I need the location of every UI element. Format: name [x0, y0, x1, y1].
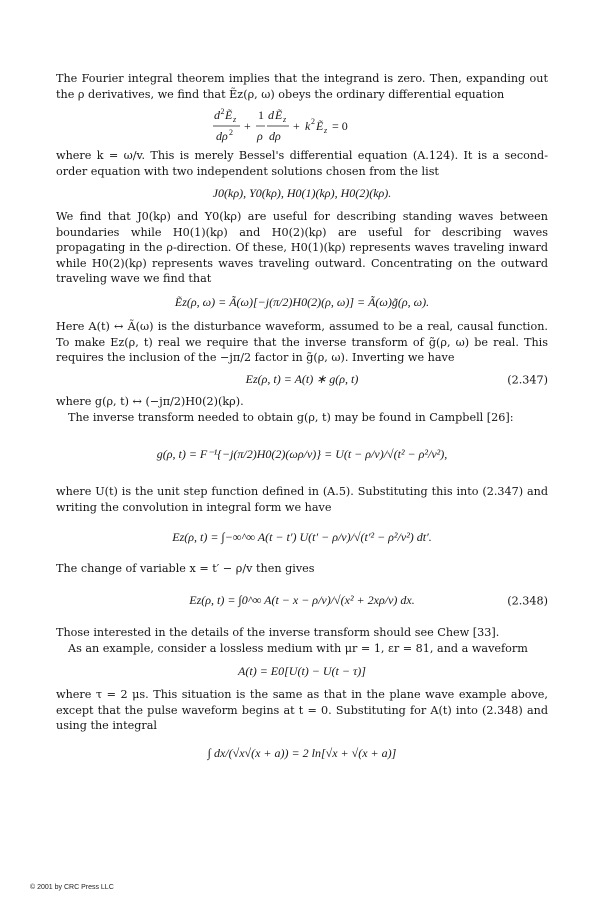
integral-text: ∫ dx/(√x√(x + a)) = 2 ln[√x + √(x + a)]: [207, 746, 397, 761]
g-inverse-text: g(ρ, t) = F⁻¹{−j(π/2)H0(2)(ωρ/v)} = U(t − ρ/v)/√(t² − ρ²/v²),: [156, 447, 448, 462]
svg-text:d: d: [214, 108, 220, 122]
svg-text:2: 2: [311, 117, 315, 126]
paragraph-6: [56, 410, 548, 426]
ez-time-text: Ez(ρ, t) = A(t) ∗ g(ρ, t): [245, 372, 359, 387]
svg-text:Ẽ: Ẽ: [275, 108, 283, 122]
svg-text:z: z: [324, 126, 328, 135]
svg-text:k: k: [305, 119, 311, 133]
waveform-text: A(t) = E0[U(t) − U(t − τ)]: [238, 664, 366, 679]
paragraph-4: [56, 319, 548, 366]
svg-text:2: 2: [220, 107, 225, 116]
equation-bessel-ode: [56, 102, 548, 148]
equation-waveform: [56, 657, 548, 687]
equation-g-inverse: [56, 426, 548, 484]
svg-text:ρ: ρ: [257, 129, 263, 143]
paragraph-1: [56, 71, 548, 102]
svg-text:dρ: dρ: [216, 129, 228, 143]
ez-change-text: Ez(ρ, t) = ∫0^∞ A(t − x − ρ/v)/√(x² + 2xρ/v) dx.: [189, 593, 415, 608]
paragraph-5: [56, 394, 548, 410]
svg-text:Ẽ: Ẽ: [225, 108, 233, 122]
paragraph-10-text: As an example, consider a lossless medium with μr = 1, εr = 81, and a waveform: [68, 642, 528, 655]
paragraph-4-text: Here A(t) ↔ Ã(ω) is the disturbance waveform, assumed to be a real, causal function. To make Ez(ρ, t) real we require that the inverse transform of g̃(ρ, ω) be real. This requires the inclusion of the −jπ/2 factor in g̃(ρ, ω). Inverting we have: [56, 320, 548, 364]
svg-text:dρ: dρ: [269, 129, 281, 143]
paragraph-6-text: The inverse transform needed to obtain g(ρ, t) may be found in Campbell [26]:: [68, 411, 514, 424]
equation-solutions-list: [56, 179, 548, 209]
ez-frequency-text: Ẽz(ρ, ω) = Ã(ω)[−j(π/2)H0(2)(ρ, ω)] = Ã(ω)g̃(ρ, ω).: [174, 295, 430, 310]
svg-text:1: 1: [258, 108, 264, 122]
equation-ez-change: [56, 577, 548, 625]
paragraph-3-text: We find that J0(kρ) and Y0(kρ) are useful for describing standing waves between boundaries while H0(1)(kρ) and H0(2)(kρ) are useful for describing waves propagating in the ρ-direction. Of these, H0(1)(kρ) represents waves traveling inward while H0(2)(kρ) represents waves traveling outward. Concentrating on the outward traveling wave we find that: [56, 210, 548, 285]
ez-convolution-text: Ez(ρ, t) = ∫−∞^∞ A(t − t′) U(t′ − ρ/v)/√(t′² − ρ²/v²) dt′.: [172, 530, 432, 545]
svg-text:2: 2: [229, 128, 233, 137]
paragraph-11: [56, 687, 548, 734]
page-content: [56, 71, 548, 774]
svg-text:+: +: [244, 119, 251, 133]
paragraph-9: [56, 625, 548, 641]
svg-text:z: z: [283, 115, 287, 124]
paragraph-1-text: The Fourier integral theorem implies that the integrand is zero. Then, expanding out the ρ derivatives, we find that Ẽz(ρ, ω) obeys the ordinary differential equation: [56, 72, 548, 101]
svg-text:z: z: [233, 115, 237, 124]
solutions-list-text: J0(kρ), Y0(kρ), H0(1)(kρ), H0(2)(kρ).: [212, 186, 392, 201]
svg-text:d: d: [268, 108, 274, 122]
copyright-footer: © 2001 by CRC Press LLC: [30, 884, 114, 891]
paragraph-9-text: Those interested in the details of the inverse transform should see Chew [33].: [56, 626, 500, 639]
paragraph-2-text: where k = ω/v. This is merely Bessel's differential equation (A.124). It is a second-order equation with two independent solutions chosen from the list: [56, 149, 548, 178]
svg-text:+: +: [293, 119, 300, 133]
equation-ez-convolution: [56, 515, 548, 561]
paragraph-10: [56, 641, 548, 657]
equation-ez-frequency: [56, 287, 548, 319]
equation-ez-time: [56, 366, 548, 394]
equation-integral: [56, 734, 548, 774]
svg-text:Ẽ: Ẽ: [316, 119, 324, 133]
paragraph-5-text: where g(ρ, t) ↔ (−jπ/2)H0(2)(kρ).: [56, 395, 244, 408]
paragraph-2: [56, 148, 548, 179]
paragraph-11-text: where τ = 2 μs. This situation is the same as that in the plane wave example above, except that the pulse waveform begins at t = 0. Substituting for A(t) into (2.348) and using the integral: [56, 688, 548, 732]
paragraph-3: [56, 209, 548, 287]
paragraph-7-text: where U(t) is the unit step function defined in (A.5). Substituting this into (2.347) and writing the convolution in integral form we have: [56, 485, 548, 514]
svg-text:= 0: = 0: [332, 119, 348, 133]
paragraph-8: [56, 561, 548, 577]
paragraph-8-text: The change of variable x = t′ − ρ/v then gives: [56, 562, 315, 575]
equation-number-2-347: (2.347): [507, 373, 548, 387]
equation-number-2-348: (2.348): [507, 594, 548, 608]
bessel-ode-graphic: [212, 104, 392, 146]
paragraph-7: [56, 484, 548, 515]
